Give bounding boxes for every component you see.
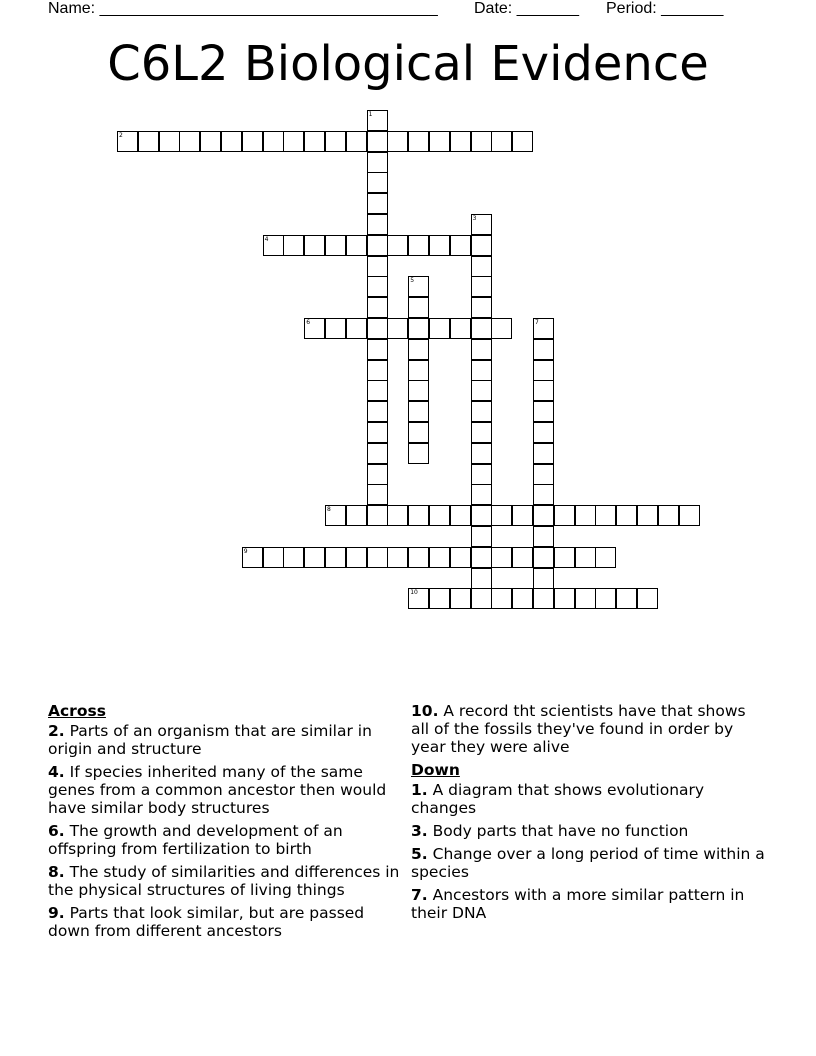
- crossword-cell[interactable]: [595, 547, 616, 568]
- crossword-cell[interactable]: [367, 401, 388, 422]
- crossword-cell[interactable]: [471, 526, 492, 547]
- crossword-cell[interactable]: [367, 297, 388, 318]
- clue-across-6: [48, 822, 400, 858]
- crossword-cell[interactable]: [283, 547, 304, 568]
- crossword-cell[interactable]: [408, 235, 429, 256]
- crossword-cell[interactable]: [471, 484, 492, 505]
- clue-number: 3.: [411, 822, 428, 840]
- crossword-cell[interactable]: [408, 588, 429, 609]
- crossword-cell[interactable]: [450, 588, 471, 609]
- cell-number: 7: [535, 319, 539, 326]
- crossword-cell[interactable]: [554, 588, 575, 609]
- clue-text: The growth and development of an offspring from fertilization to birth: [48, 822, 343, 858]
- crossword-cell[interactable]: [533, 484, 554, 505]
- crossword-cell[interactable]: [429, 588, 450, 609]
- crossword-cell[interactable]: [408, 318, 429, 339]
- crossword-cell[interactable]: [263, 547, 284, 568]
- crossword-cell[interactable]: [637, 505, 658, 526]
- down-heading: Down: [411, 761, 460, 779]
- clue-text: Body parts that have no function: [432, 822, 689, 840]
- crossword-cell[interactable]: [346, 235, 367, 256]
- crossword-cell[interactable]: [533, 547, 554, 568]
- clue-across-9: [48, 904, 400, 940]
- clue-across-4: [48, 763, 400, 817]
- crossword-cell[interactable]: [533, 318, 554, 339]
- crossword-cell[interactable]: [263, 235, 284, 256]
- crossword-cell[interactable]: [512, 505, 533, 526]
- crossword-cell[interactable]: [471, 214, 492, 235]
- crossword-cell[interactable]: [263, 131, 284, 152]
- crossword-cell[interactable]: [491, 547, 512, 568]
- crossword-cell[interactable]: [304, 547, 325, 568]
- clue-text: If species inherited many of the same genes from a common ancestor then would have similar body structures: [48, 763, 387, 817]
- crossword-cell[interactable]: [346, 131, 367, 152]
- crossword-cell[interactable]: [367, 318, 388, 339]
- clues-right-column: [411, 702, 766, 927]
- crossword-cell[interactable]: [387, 131, 408, 152]
- crossword-cell[interactable]: [408, 276, 429, 297]
- clue-down-1: [411, 781, 766, 817]
- crossword-cell[interactable]: [408, 505, 429, 526]
- crossword-cell[interactable]: [387, 318, 408, 339]
- crossword-cell[interactable]: [429, 505, 450, 526]
- crossword-cell[interactable]: [159, 131, 180, 152]
- crossword-cell[interactable]: [595, 588, 616, 609]
- crossword-cell[interactable]: [325, 235, 346, 256]
- crossword-cell[interactable]: [450, 235, 471, 256]
- across-heading: Across: [48, 702, 106, 720]
- crossword-cell[interactable]: [179, 131, 200, 152]
- crossword-cell[interactable]: [346, 505, 367, 526]
- crossword-cell[interactable]: [367, 464, 388, 485]
- crossword-cell[interactable]: [200, 131, 221, 152]
- crossword-cell[interactable]: [408, 360, 429, 381]
- crossword-cell[interactable]: [242, 547, 263, 568]
- crossword-cell[interactable]: [367, 235, 388, 256]
- clue-down-3: [411, 822, 766, 840]
- crossword-cell[interactable]: [367, 152, 388, 173]
- cell-number: 3: [472, 215, 477, 222]
- clue-text: The study of similarities and differences in the physical structures of living things: [48, 863, 400, 899]
- crossword-cell[interactable]: [679, 505, 700, 526]
- crossword-cell[interactable]: [304, 235, 325, 256]
- crossword-cell[interactable]: [512, 131, 533, 152]
- crossword-cell[interactable]: [450, 318, 471, 339]
- crossword-cell[interactable]: [512, 588, 533, 609]
- crossword-cell[interactable]: [491, 131, 512, 152]
- crossword-cell[interactable]: [533, 568, 554, 589]
- cell-number: 2: [119, 131, 123, 139]
- clue-across-2: [48, 722, 400, 758]
- crossword-cell[interactable]: [387, 235, 408, 256]
- crossword-cell[interactable]: [117, 131, 138, 152]
- crossword-cell[interactable]: [325, 505, 346, 526]
- period-field[interactable]: Period: _______: [606, 0, 724, 17]
- crossword-cell[interactable]: [471, 505, 492, 526]
- crossword-cell[interactable]: [471, 443, 492, 464]
- crossword-cell[interactable]: [533, 505, 554, 526]
- crossword-cell[interactable]: [283, 235, 304, 256]
- clue-text: Ancestors with a more similar pattern in their DNA: [411, 886, 745, 922]
- crossword-cell[interactable]: [408, 443, 429, 464]
- clue-number: 4.: [48, 763, 65, 781]
- page-title: C6L2 Biological Evidence: [107, 36, 709, 92]
- crossword-cell[interactable]: [367, 276, 388, 297]
- crossword-cell[interactable]: [491, 588, 512, 609]
- crossword-cell[interactable]: [325, 318, 346, 339]
- crossword-cell[interactable]: [575, 505, 596, 526]
- crossword-cell[interactable]: [450, 547, 471, 568]
- clue-down-5: [411, 845, 766, 881]
- crossword-cell[interactable]: [471, 318, 492, 339]
- date-field[interactable]: Date: _______: [474, 0, 579, 17]
- clue-number: 2.: [48, 722, 65, 740]
- clue-number: 5.: [411, 845, 428, 863]
- crossword-cell[interactable]: [367, 110, 388, 131]
- crossword-cell[interactable]: [575, 547, 596, 568]
- cell-number: 6: [306, 319, 311, 326]
- crossword-cell[interactable]: [367, 256, 388, 277]
- crossword-cell[interactable]: [346, 318, 367, 339]
- crossword-cell[interactable]: [471, 547, 492, 568]
- crossword-cell[interactable]: [471, 401, 492, 422]
- crossword-cell[interactable]: [367, 484, 388, 505]
- crossword-cell[interactable]: [367, 443, 388, 464]
- crossword-cell[interactable]: [408, 422, 429, 443]
- cell-number: 5: [410, 277, 415, 285]
- crossword-cell[interactable]: [367, 214, 388, 235]
- clue-number: 6.: [48, 822, 65, 840]
- crossword-cell[interactable]: [283, 131, 304, 152]
- crossword-cell[interactable]: [429, 131, 450, 152]
- crossword-cell[interactable]: [533, 526, 554, 547]
- crossword-cell[interactable]: [450, 505, 471, 526]
- crossword-cell[interactable]: [533, 443, 554, 464]
- crossword-cell[interactable]: [512, 547, 533, 568]
- crossword-cell[interactable]: [575, 588, 596, 609]
- crossword-cell[interactable]: [387, 547, 408, 568]
- crossword-cell[interactable]: [533, 464, 554, 485]
- crossword-cell[interactable]: [138, 131, 159, 152]
- crossword-cell[interactable]: [408, 339, 429, 360]
- clue-text: Parts that look similar, but are passed down from different ancestors: [48, 904, 365, 940]
- cell-number: 10: [410, 589, 418, 597]
- cell-number: 8: [327, 506, 331, 514]
- crossword-cell[interactable]: [554, 505, 575, 526]
- crossword-cell[interactable]: [387, 505, 408, 526]
- clue-number: 8.: [48, 863, 65, 881]
- crossword-cell[interactable]: [367, 339, 388, 360]
- crossword-cell[interactable]: [367, 131, 388, 152]
- crossword-cell[interactable]: [408, 131, 429, 152]
- crossword-cell[interactable]: [533, 339, 554, 360]
- crossword-cell[interactable]: [325, 131, 346, 152]
- clue-across-8: [48, 863, 400, 899]
- crossword-cell[interactable]: [367, 360, 388, 381]
- clue-text: Change over a long period of time within a species: [411, 845, 765, 881]
- crossword-cell[interactable]: [429, 547, 450, 568]
- crossword-cell[interactable]: [595, 505, 616, 526]
- crossword-cell[interactable]: [471, 256, 492, 277]
- crossword-cell[interactable]: [471, 464, 492, 485]
- crossword-cell[interactable]: [408, 401, 429, 422]
- crossword-cell[interactable]: [533, 380, 554, 401]
- crossword-cell[interactable]: [221, 131, 242, 152]
- crossword-cell[interactable]: [471, 380, 492, 401]
- crossword-cell[interactable]: [367, 193, 388, 214]
- crossword-cell[interactable]: [367, 422, 388, 443]
- cell-number: 1: [368, 111, 373, 118]
- crossword-cell[interactable]: [367, 505, 388, 526]
- crossword-cell[interactable]: [304, 131, 325, 152]
- crossword-cell[interactable]: [554, 547, 575, 568]
- clue-text: A record tht scientists have that shows all of the fossils they've found in order by year they were alive: [411, 702, 746, 756]
- crossword-cell[interactable]: [491, 318, 512, 339]
- crossword-cell[interactable]: [367, 380, 388, 401]
- crossword-cell[interactable]: [471, 235, 492, 256]
- crossword-cell[interactable]: [408, 547, 429, 568]
- crossword-cell[interactable]: [471, 588, 492, 609]
- crossword-cell[interactable]: [637, 588, 658, 609]
- name-field[interactable]: Name: ______________________________________: [48, 0, 438, 17]
- crossword-cell[interactable]: [471, 568, 492, 589]
- crossword-cell[interactable]: [533, 401, 554, 422]
- crossword-cell[interactable]: [491, 505, 512, 526]
- crossword-cell[interactable]: [242, 131, 263, 152]
- clues-left-column: [48, 702, 400, 945]
- crossword-cell[interactable]: [616, 588, 637, 609]
- clue-number: 10.: [411, 702, 439, 720]
- crossword-cell[interactable]: [471, 131, 492, 152]
- clue-text: Parts of an organism that are similar in origin and structure: [48, 722, 372, 758]
- clue-number: 7.: [411, 886, 428, 904]
- crossword-cell[interactable]: [367, 172, 388, 193]
- crossword-cell[interactable]: [429, 235, 450, 256]
- crossword-cell[interactable]: [325, 547, 346, 568]
- crossword-cell[interactable]: [533, 588, 554, 609]
- crossword-cell[interactable]: [533, 422, 554, 443]
- crossword-cell[interactable]: [658, 505, 679, 526]
- crossword-cell[interactable]: [471, 422, 492, 443]
- crossword-cell[interactable]: [616, 505, 637, 526]
- crossword-cell[interactable]: [304, 318, 325, 339]
- clue-number: 1.: [411, 781, 428, 799]
- crossword-cell[interactable]: [408, 297, 429, 318]
- crossword-cell[interactable]: [471, 276, 492, 297]
- crossword-cell[interactable]: [533, 360, 554, 381]
- clue-across-10: [411, 702, 766, 756]
- crossword-cell[interactable]: [450, 131, 471, 152]
- clue-down-7: [411, 886, 766, 922]
- crossword-cell[interactable]: [429, 318, 450, 339]
- crossword-cell[interactable]: [408, 380, 429, 401]
- crossword-cell[interactable]: [471, 360, 492, 381]
- crossword-cell[interactable]: [471, 339, 492, 360]
- clue-number: 9.: [48, 904, 65, 922]
- crossword-cell[interactable]: [346, 547, 367, 568]
- crossword-cell[interactable]: [471, 297, 492, 318]
- cell-number: 4: [264, 235, 269, 243]
- crossword-cell[interactable]: [367, 547, 388, 568]
- cell-number: 9: [243, 547, 248, 555]
- clue-text: A diagram that shows evolutionary changes: [411, 781, 705, 817]
